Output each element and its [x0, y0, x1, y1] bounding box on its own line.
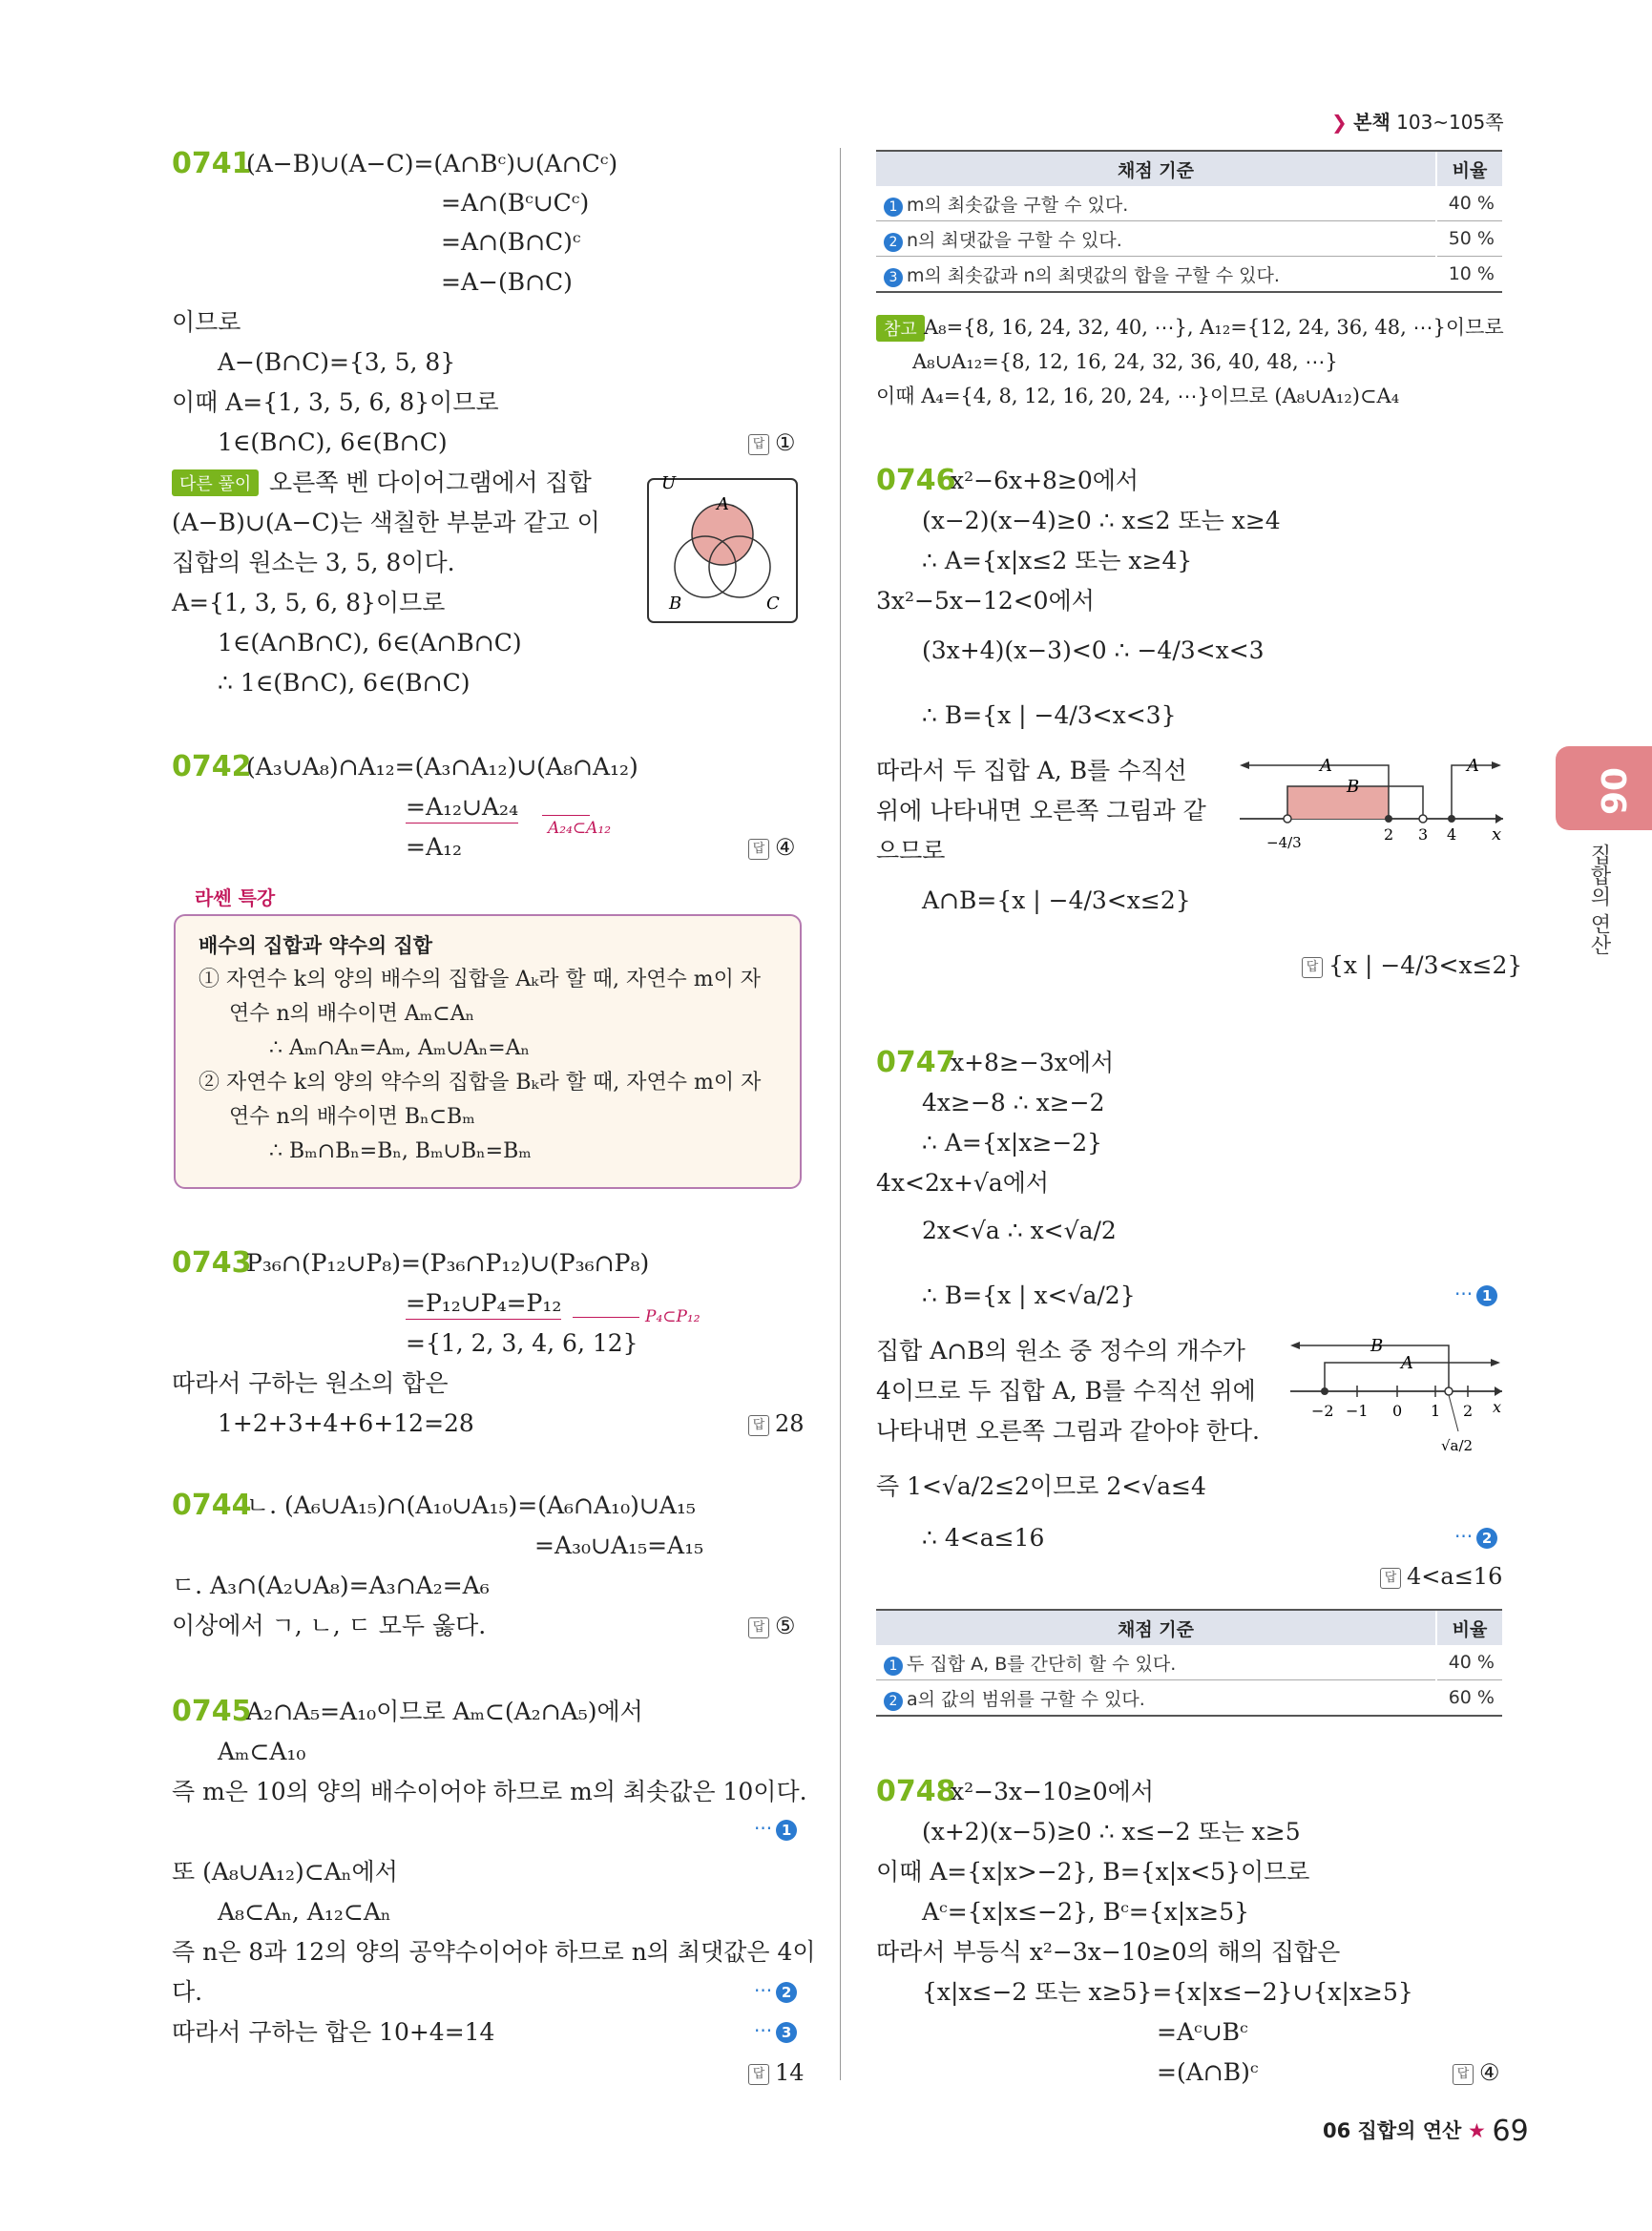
eq-line: ㄴ. (A₆∪A₁₅)∩(A₁₀∪A₁₅)=(A₆∩A₁₀)∪A₁₅	[246, 1491, 696, 1519]
eq-line: ∴ 1∈(B∩C), 6∈(B∩C)	[218, 669, 471, 697]
step-marker: ··· 3	[754, 2019, 797, 2043]
eq-line: (x−2)(x−4)≥0 ∴ x≤2 또는 x≥4	[922, 507, 1281, 534]
note-text: P₄⊂P₁₂	[645, 1307, 701, 1326]
eq-line: 4x≥−8 ∴ x≥−2	[922, 1089, 1105, 1116]
step-marker: ··· 2	[754, 1979, 797, 2003]
intersection-region	[1287, 786, 1389, 819]
closed-point	[1385, 815, 1392, 823]
label-b: B	[1370, 1336, 1384, 1356]
answer-icon: 답	[1380, 1568, 1401, 1589]
chapter-tab[interactable]: 06	[1556, 746, 1652, 830]
column-divider	[840, 148, 841, 2080]
text-line: 즉 m은 10의 양의 배수이어야 하므로 m의 최솟값은 10이다.	[172, 1778, 807, 1805]
answer-icon: 답	[1302, 957, 1323, 978]
answer: 답 14	[748, 2059, 805, 2086]
note-line	[542, 815, 590, 816]
text-line: 이상에서 ㄱ, ㄴ, ㄷ 모두 옳다.	[172, 1612, 487, 1639]
text-line: 이므로	[172, 308, 241, 336]
answer: 답 ④	[1453, 2059, 1500, 2086]
text-line: 4이므로 두 집합 A, B를 수직선 위에	[876, 1377, 1256, 1405]
eq-line: 1∈(A∩B∩C), 6∈(A∩B∩C)	[218, 629, 522, 657]
eq-line: P₃₆∩(P₁₂∪P₈)=(P₃₆∩P₁₂)∪(P₃₆∩P₈)	[246, 1249, 650, 1277]
chevron-right-icon: ❯	[1331, 111, 1348, 134]
eq-line: (x+2)(x−5)≥0 ∴ x≤−2 또는 x≥5	[922, 1818, 1301, 1845]
note-tag: 참고	[876, 315, 925, 342]
page-reference: ❯ 본책 103~105쪽	[1331, 111, 1504, 134]
tick-label: −4/3	[1266, 834, 1302, 851]
eq-line: ㄷ. A₃∩(A₂∪A₈)=A₃∩A₂=A₆	[172, 1572, 490, 1599]
table-header: 채점 기준	[876, 151, 1436, 186]
answer: 답 ①	[748, 429, 796, 456]
answer: 답 ④	[748, 834, 796, 861]
problem-number: 0742	[172, 750, 252, 783]
tick-label: 2	[1384, 825, 1394, 844]
table-row: 1 m의 최솟값을 구할 수 있다. 40 %	[876, 186, 1502, 221]
answer-icon: 답	[748, 1415, 769, 1436]
text-line: 다.	[172, 1978, 203, 2006]
text-line: (A−B)∪(A−C)는 색칠한 부분과 같고 이	[172, 509, 600, 536]
problem-number: 0745	[172, 1695, 252, 1728]
venn-label-a: A	[717, 494, 729, 514]
problem-number: 0748	[876, 1775, 956, 1808]
text-line: 나타내면 오른쪽 그림과 같아야 한다.	[876, 1417, 1260, 1445]
eq-line: x+8≥−3x에서	[951, 1049, 1115, 1076]
table-header: 비율	[1436, 1610, 1502, 1645]
open-point	[1445, 1387, 1453, 1395]
eq-line: (A−B)∪(A−C)=(A∩Bᶜ)∪(A∩Cᶜ)	[246, 150, 618, 177]
answer-icon: 답	[748, 2064, 769, 2085]
eq-line: Aₘ⊂A₁₀	[218, 1738, 306, 1765]
venn-label-u: U	[661, 475, 677, 493]
page-footer: 06 집합의 연산 ★ 69	[1323, 2115, 1529, 2148]
alt-solution-tag: 다른 풀이	[172, 469, 259, 496]
eq-line: =A∩(B∩C)ᶜ	[441, 228, 581, 256]
answer-icon: 답	[748, 839, 769, 860]
number-line-0746	[1236, 754, 1508, 868]
table-header: 채점 기준	[876, 1610, 1436, 1645]
eq-line: x²−6x+8≥0에서	[951, 467, 1140, 494]
eq-line: ={1, 2, 3, 4, 6, 12}	[406, 1329, 638, 1357]
lecture-title: 배수의 집합과 약수의 집합	[199, 934, 433, 957]
lecture-box	[174, 914, 802, 1189]
eq-line: Aᶜ={x|x≤−2}, Bᶜ={x|x≥5}	[922, 1898, 1250, 1926]
problem-number: 0747	[876, 1046, 956, 1079]
text-line: 따라서 부등식 x²−3x−10≥0의 해의 집합은	[876, 1938, 1341, 1966]
eq-line: 4x<2x+√a에서	[876, 1169, 1050, 1197]
answer: 답 4<a≤16	[1380, 1563, 1502, 1590]
text-line: A={1, 3, 5, 6, 8}이므로	[172, 589, 446, 616]
lecture-line: ① 자연수 k의 양의 배수의 집합을 Aₖ라 할 때, 자연수 m이 자	[199, 968, 762, 991]
problem-number: 0743	[172, 1246, 252, 1280]
text-line: 따라서 구하는 합은 10+4=14	[172, 2018, 495, 2046]
eq-line: =A₁₂	[406, 833, 463, 861]
grading-table	[876, 150, 1502, 293]
lecture-line: ∴ Aₘ∩Aₙ=Aₘ, Aₘ∪Aₙ=Aₙ	[269, 1036, 531, 1060]
text-line: 이때 A={1, 3, 5, 6, 8}이므로	[172, 388, 499, 416]
number-line-0747	[1286, 1332, 1508, 1475]
text-line: 집합의 원소는 3, 5, 8이다.	[172, 549, 455, 576]
eq-line: 즉 1<√a/2≤2이므로 2<√a≤4	[876, 1472, 1206, 1500]
venn-label-c: C	[766, 594, 780, 614]
eq-line: A₂∩A₅=A₁₀이므로 Aₘ⊂(A₂∩A₅)에서	[246, 1698, 643, 1725]
note-line	[573, 1317, 639, 1318]
step-marker: ··· 2	[1454, 1525, 1497, 1549]
chapter-tab-title: 집합의 연산	[1587, 844, 1611, 955]
text-line: 으므로	[876, 837, 946, 865]
axis-arrow	[1495, 1387, 1502, 1396]
closed-point	[1321, 1387, 1328, 1395]
eq-line: A−(B∩C)={3, 5, 8}	[218, 348, 456, 376]
page-number: 69	[1492, 2115, 1529, 2148]
eq-line: (3x+4)(x−3)<0 ∴ −4/3<x<3	[922, 636, 1265, 664]
eq-line: ∴ A={x|x≥−2}	[922, 1129, 1103, 1157]
table-row: 1 두 집합 A, B를 간단히 할 수 있다. 40 %	[876, 1645, 1502, 1680]
label-a: A	[1467, 756, 1479, 776]
eq-line: =A₃₀∪A₁₅=A₁₅	[534, 1532, 704, 1559]
tick-label: −2	[1311, 1402, 1334, 1420]
open-point	[1419, 815, 1427, 823]
axis-arrow	[1495, 814, 1503, 824]
eq-line: A∩B={x | −4/3<x≤2}	[922, 886, 1191, 914]
eq-line: =A₁₂∪A₂₄	[406, 792, 518, 824]
lecture-line: ∴ Bₘ∩Bₙ=Bₙ, Bₘ∪Bₙ=Bₘ	[269, 1139, 532, 1163]
text-line: 집합 A∩B의 원소 중 정수의 개수가	[876, 1337, 1245, 1365]
step-marker: ··· 1	[1454, 1282, 1497, 1306]
venn-label-b: B	[669, 594, 682, 614]
closed-point	[1448, 815, 1455, 823]
eq-line: x²−3x−10≥0에서	[951, 1778, 1154, 1805]
answer-icon: 답	[1453, 2064, 1474, 2085]
eq-line: {x|x≤−2 또는 x≥5}={x|x≤−2}∪{x|x≥5}	[922, 1978, 1413, 2006]
eq-line: =(A∩B)ᶜ	[1157, 2058, 1259, 2086]
tick-label: 1	[1431, 1402, 1441, 1420]
answer: 답 28	[748, 1410, 805, 1437]
text-line: 오른쪽 벤 다이어그램에서 집합	[269, 469, 592, 496]
eq-line: A₈⊂Aₙ, A₁₂⊂Aₙ	[218, 1898, 391, 1926]
text-line: 위에 나타내면 오른쪽 그림과 같	[876, 797, 1206, 824]
note-line: A₈={8, 16, 24, 32, 40, ⋯}, A₁₂={12, 24, 36, 48, ⋯}이므로	[924, 316, 1504, 339]
note-line: A₈∪A₁₂={8, 12, 16, 24, 32, 36, 40, 48, ⋯}	[912, 350, 1338, 373]
tick-label: 3	[1418, 825, 1429, 844]
eq-line: ∴ B={x | −4/3<x<3}	[922, 701, 1177, 729]
set-a-right-arrow	[1492, 761, 1501, 769]
eq-line: 1∈(B∩C), 6∈(B∩C)	[218, 428, 448, 456]
eq-line: =A−(B∩C)	[441, 268, 573, 296]
set-a-arrow	[1491, 1359, 1500, 1366]
table-row: 2 n의 최댓값을 구할 수 있다. 50 %	[876, 221, 1502, 257]
set-b-arrow	[1290, 1342, 1300, 1349]
answer: 답 ⑤	[748, 1613, 796, 1639]
problem-number: 0741	[172, 147, 252, 180]
set-a-left-arrow	[1240, 761, 1249, 769]
venn-diagram	[644, 475, 802, 626]
tick-label: 4	[1447, 825, 1457, 844]
tick-label: 0	[1392, 1402, 1403, 1420]
lecture-line: 연수 n의 배수이면 Aₘ⊂Aₙ	[229, 1002, 475, 1026]
lecture-line: 연수 n의 배수이면 Bₙ⊂Bₘ	[229, 1105, 475, 1129]
open-point	[1284, 815, 1291, 823]
eq-line: ∴ A={x|x≤2 또는 x≥4}	[922, 547, 1193, 574]
answer-icon: 답	[748, 1617, 769, 1638]
eq-line: 2x<√a ∴ x<√a/2	[922, 1217, 1117, 1244]
eq-line: =P₁₂∪P₄=P₁₂	[406, 1288, 561, 1320]
tick-label: √a/2	[1441, 1437, 1474, 1454]
eq-line: 1+2+3+4+6+12=28	[218, 1409, 474, 1437]
tick-label: −1	[1346, 1402, 1369, 1420]
star-icon: ★	[1467, 2119, 1486, 2142]
table-row: 3 m의 최솟값과 n의 최댓값의 합을 구할 수 있다. 10 %	[876, 257, 1502, 293]
note-text: A₂₄⊂A₁₂	[548, 819, 612, 838]
step-marker: ··· 1	[754, 1817, 797, 1841]
text-line: 또 (A₈∪A₁₂)⊂Aₙ에서	[172, 1858, 398, 1886]
eq-line: ∴ 4<a≤16	[922, 1524, 1045, 1552]
table-row: 2 a의 값의 범위를 구할 수 있다. 60 %	[876, 1680, 1502, 1717]
text-line: 따라서 구하는 원소의 합은	[172, 1369, 449, 1397]
label-x: x	[1492, 824, 1502, 844]
note-line: 이때 A₄={4, 8, 12, 16, 20, 24, ⋯}이므로 (A₈∪A₁₂)⊂A₄	[876, 385, 1400, 407]
text-line: 즉 n은 8과 12의 양의 공약수이어야 하므로 n의 최댓값은 4이	[172, 1938, 816, 1966]
table-header: 비율	[1436, 151, 1502, 186]
eq-line: ∴ B={x | x<√a/2}	[922, 1282, 1136, 1309]
problem-number: 0744	[172, 1489, 252, 1522]
text-line: 따라서 두 집합 A, B를 수직선	[876, 757, 1187, 784]
eq-line: (A₃∪A₈)∩A₁₂=(A₃∩A₁₂)∪(A₈∩A₁₂)	[246, 753, 638, 781]
lecture-line: ② 자연수 k의 양의 약수의 집합을 Bₖ라 할 때, 자연수 m이 자	[199, 1071, 762, 1095]
eq-line: 3x²−5x−12<0에서	[876, 587, 1095, 615]
answer: 답 {x | −4/3<x≤2}	[1302, 950, 1522, 981]
eq-line: =A∩(Bᶜ∪Cᶜ)	[441, 189, 590, 217]
eq-line: =Aᶜ∪Bᶜ	[1157, 2018, 1248, 2046]
label-a: A	[1401, 1353, 1413, 1373]
label-a: A	[1320, 756, 1332, 776]
lecture-label: 라쎈 특강	[189, 883, 281, 910]
text-line: 이때 A={x|x>−2}, B={x|x<5}이므로	[876, 1858, 1310, 1886]
pointer-line	[1449, 1395, 1458, 1431]
answer-icon: 답	[748, 434, 769, 455]
grading-table	[876, 1609, 1502, 1717]
label-b: B	[1347, 777, 1360, 797]
label-x: x	[1493, 1398, 1502, 1416]
tick-label: 2	[1463, 1402, 1474, 1420]
problem-number: 0746	[876, 464, 956, 497]
